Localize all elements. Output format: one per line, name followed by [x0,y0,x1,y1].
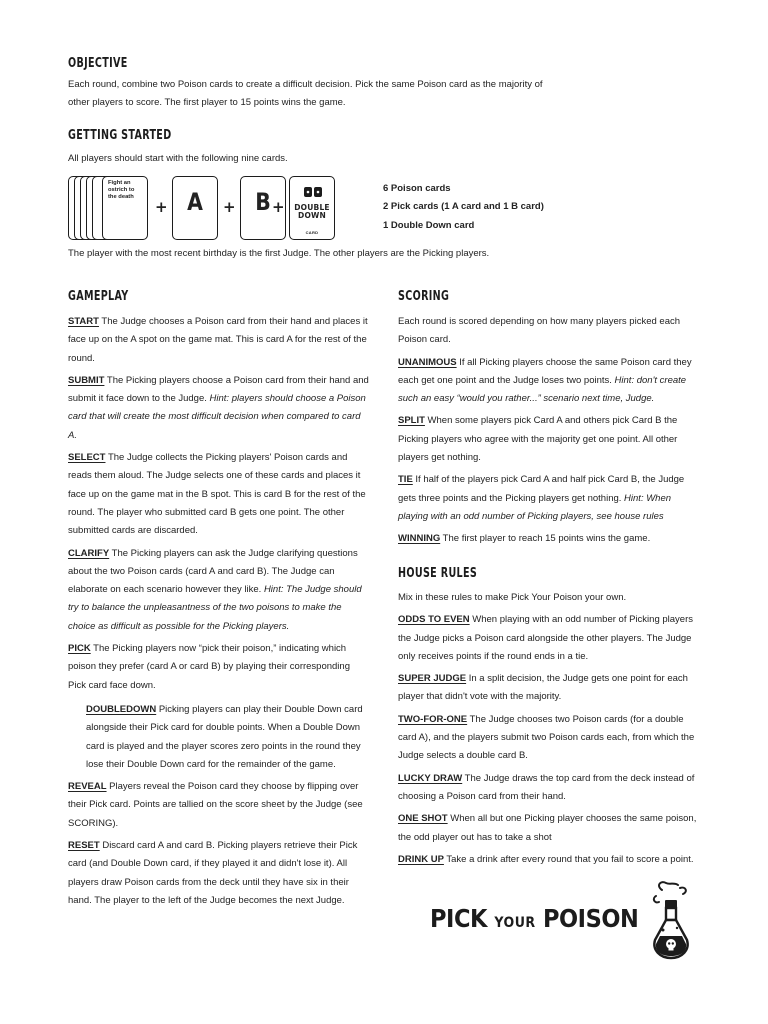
rule-keyword: DOUBLEDOWN [86,703,157,715]
rule-keyword: SUPER JUDGE [398,673,467,685]
double-down-sub: CARD [305,230,319,235]
rule-two-for-one [398,711,698,766]
double-down-title [290,204,334,220]
rule-text: Take a drink after every round that you fail to score a point. [443,853,694,865]
rule-text: When playing with an odd number of Picking players the Judge picks a Poison card alongside the other players. The Judge only receives points if the round ends in a tie. [398,614,693,662]
card-list-item: 6 Poison cards [383,183,451,194]
pick-card-a [172,176,218,240]
rule-text: When some players pick Card A and others pick Card B the Picking players who agree with the majority get one point. All other players get nothing. [398,415,678,464]
rule-text: The Picking players choose a Poison card from their hand and submit it face down to the Judge. [68,374,369,405]
rule-text: The Judge draws the top card from the deck instead of choosing a Poison card from their hand. [398,772,695,802]
rule-submit [68,372,370,445]
rule-text: The Judge chooses two Poison cards (for a double card A), and the players submit two Poison cards each, from which the Judge selects a double card B. [398,713,695,762]
house-rules-intro: Mix in these rules to make Pick Your Poison your own. [398,592,627,603]
rule-keyword: REVEAL [68,781,107,793]
rule-keyword: SELECT [68,452,106,464]
rule-keyword: CLARIFY [68,547,110,559]
rule-unanimous [398,354,698,409]
rule-lucky-draw [398,770,698,807]
rule-hint: Hint: players should choose a Poison card that will create the most difficult decision when compared to card A. [68,393,366,441]
rule-select [68,449,370,540]
rule-start [68,313,370,368]
rule-text: Players reveal the Poison card they choose by flipping over their Pick card. Points are tallied on the score sheet by the Judge (see SCORING). [68,781,363,829]
poison-bottle-icon [650,880,692,962]
scoring-intro: Each round is scored depending on how many players picked each Poison card. [398,316,681,346]
logo-pick: PICK [430,904,488,933]
first-judge-text: The player with the most recent birthday is the first Judge. The other players are the Picking players. [68,248,490,259]
pick-card-b-letter: B [255,188,271,216]
rule-keyword: ODDS TO EVEN [398,614,470,626]
getting-started-heading: GETTING STARTED [68,128,172,143]
plus-sign: + [272,198,285,216]
rule-hint: Hint: The Judge should try to balance the unpleasantness of the two poisons to make the choice as difficult as possible for the Picking players. [68,584,362,632]
rule-drink-up [398,851,698,869]
logo-poison: POISON [542,904,639,933]
rule-pick [68,640,370,695]
card-list-item: 1 Double Down card [383,219,475,231]
double-down-dice-icon [303,185,323,199]
double-down-line1: DOUBLE [294,203,330,212]
double-down-card [289,176,335,240]
logo-your: YOUR [494,915,536,931]
house-rules-heading: HOUSE RULES [398,566,478,581]
rule-keyword: PICK [68,643,91,655]
rule-tie [398,471,698,526]
rule-text: In a split decision, the Judge gets one point for each player that didn't vote with the majority. [398,673,688,703]
rule-text: When all but one Picking player chooses the same poison, the odd player out has to take a shot [398,813,697,843]
rule-keyword: UNANIMOUS [398,356,457,368]
rule-keyword: SPLIT [398,415,425,427]
rule-text: If half of the players pick Card A and half pick Card B, the Judge gets three points and the Picking players get nothing. [398,474,685,504]
rule-split [398,412,698,467]
rule-super-judge [398,670,698,707]
poison-card-front [102,176,148,240]
rule-keyword: WINNING [398,533,441,545]
plus-sign: + [223,198,236,216]
rule-text: The Picking players now “pick their poison,” indicating which poison they prefer (card A or card B) by playing their corresponding Pick card face down. [68,643,350,691]
rule-keyword: DRINK UP [398,853,444,865]
rule-text: If all Picking players choose the same Poison card they each get one point and the Judge loses two points. [398,356,692,386]
rule-keyword: ONE SHOT [398,813,448,825]
brand-logo [430,904,662,946]
plus-sign: + [155,198,168,216]
objective-text: Each round, combine two Poison cards to create a difficult decision. Pick the same Poison card as the majority of other players to score. The first player to 15 points wins the game. [68,79,543,109]
getting-started-intro: All players should start with the following nine cards. [68,153,288,164]
double-down-line2: DOWN [298,211,326,220]
gameplay-rules [68,313,370,914]
rule-keyword: TWO-FOR-ONE [398,713,468,725]
rule-clarify [68,545,370,636]
rule-text: The first player to reach 15 points wins the game. [440,533,651,545]
house-rules-list [398,589,698,873]
rule-hint: Hint: When playing with an odd number of Picking players, see house rules [398,492,672,522]
rule-text: Picking players can play their Double Down card alongside their Pick card for double points. When a Double Down card is played and the player scores zero points in the round they lose their Double Down card for the remainder of the game. [86,703,363,770]
rule-winning [398,530,698,548]
rule-text: The Judge chooses a Poison card from their hand and places it face up on the A spot on the game mat. This is card A for the rest of the round. [68,316,368,364]
rule-keyword: SUBMIT [68,374,105,386]
card-list [383,180,544,235]
rule-one-shot [398,810,698,847]
pick-card-a-letter: A [187,188,203,216]
rule-keyword: RESET [68,840,100,852]
rule-text: Discard card A and card B. Picking players retrieve their Pick card (and Double Down card, if they played it and didn't lose it). All players draw Poison cards from the deck until they have six in their hand. The player to the left of the Judge becomes the next Judge. [68,840,358,906]
rule-text: The Judge collects the Picking players' Poison cards and reads them aloud. The Judge selects one of these cards and places it face up on the game mat in the B spot. This is card B for the rest of the round. The player who submitted card B gets one point. The other submitted cards are discarded. [68,452,366,537]
objective-heading: OBJECTIVE [68,56,128,71]
rule-hint: Hint: don't create such an easy “would you rather...” scenario next time, Judge. [398,374,687,405]
rule-keyword: LUCKY DRAW [398,772,463,784]
gameplay-heading: GAMEPLAY [68,289,129,304]
rule-text: The Picking players can ask the Judge clarifying questions about the two Poison cards (card A and card B). The Judge can elaborate on each scenario however they like. [68,547,358,596]
rule-doubledown [68,701,370,774]
cards-illustration [66,172,366,244]
rule-keyword: TIE [398,474,413,486]
card-list-item: 2 Pick cards (1 A card and 1 B card) [383,201,544,213]
rule-keyword: START [68,316,99,327]
rule-odds-to-even [398,611,698,666]
poison-card-text: Fight an ostrich to the death [108,180,135,200]
rule-reset [68,837,370,910]
scoring-rules [398,313,698,553]
logo-wordmark [430,904,639,933]
scoring-heading: SCORING [398,289,450,304]
rule-reveal [68,778,370,833]
